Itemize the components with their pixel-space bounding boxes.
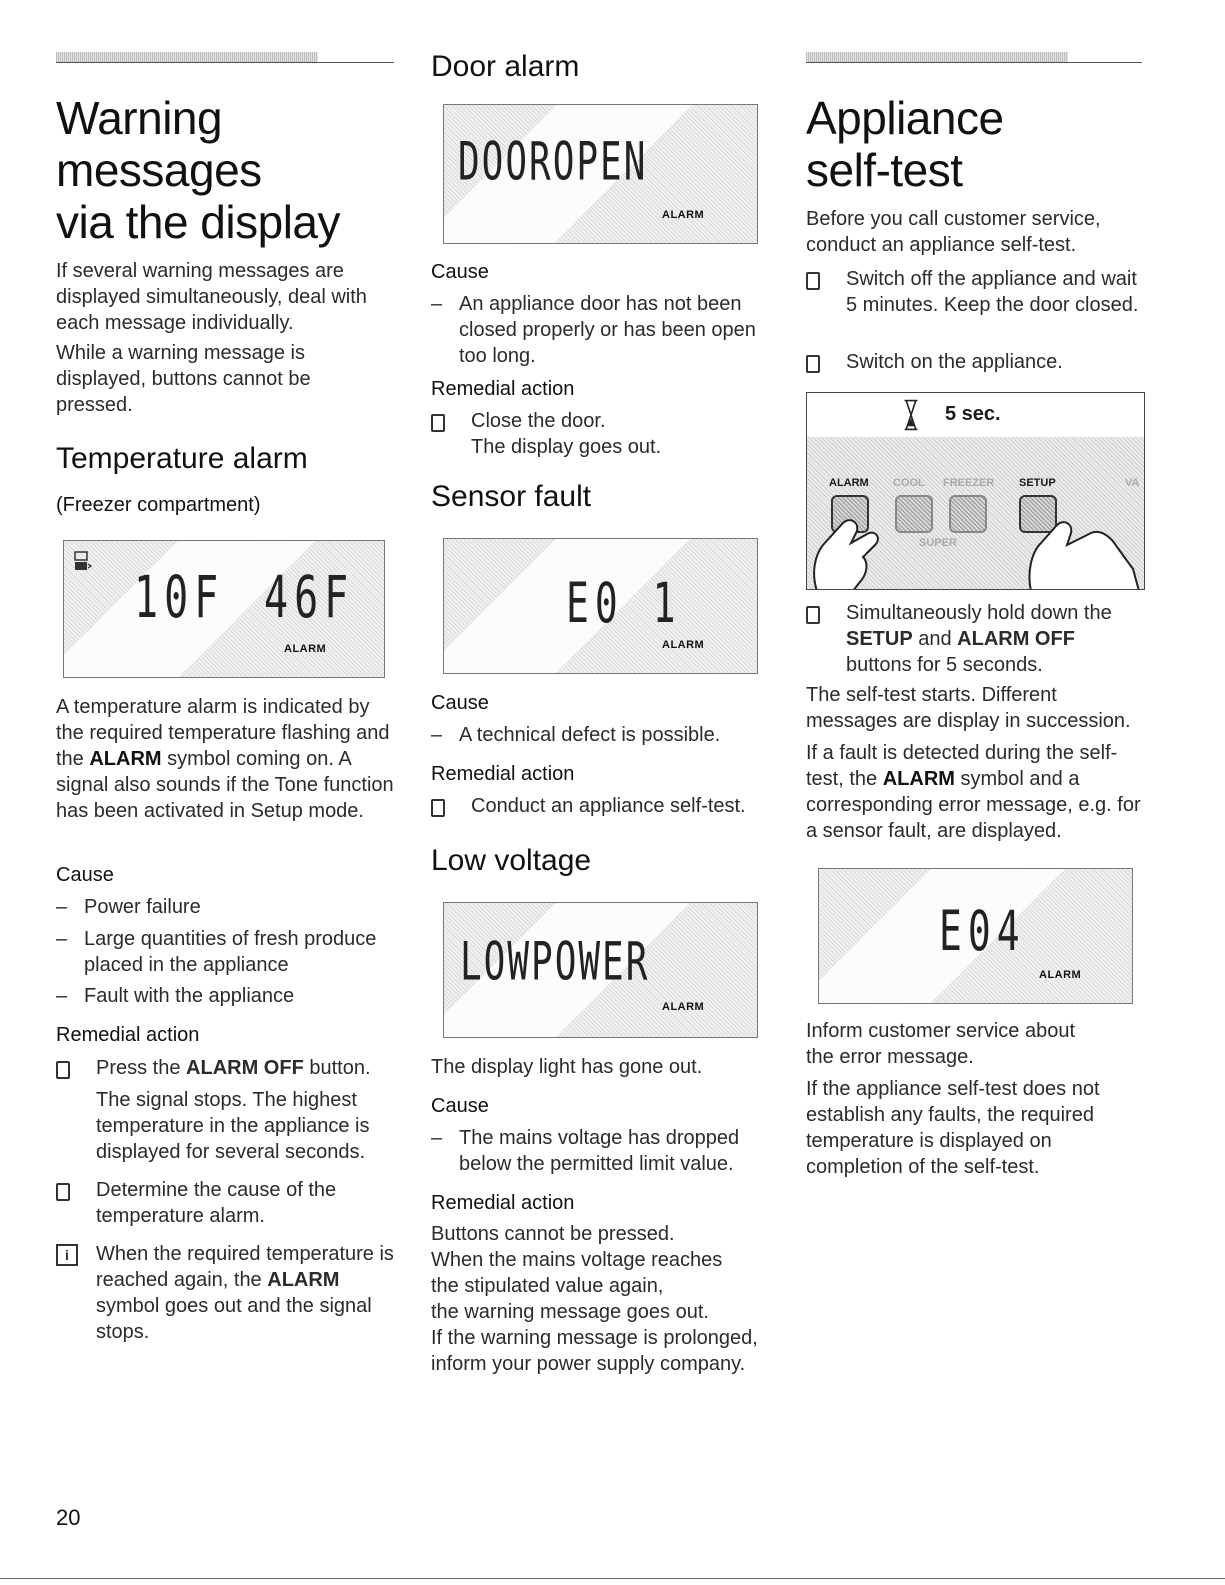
freezer-subheading: (Freezer compartment): [56, 494, 261, 516]
setup-button-label: SETUP: [1019, 477, 1056, 489]
self-test-step: Switch off the appliance and wait 5 minutes. Keep the door closed.: [806, 266, 1151, 344]
sensor-cause-item: – A technical defect is possible.: [431, 724, 721, 746]
page-title: Warning messages via the display: [56, 92, 340, 248]
hold-time-label: 5 sec.: [945, 403, 1001, 425]
remedial-step-detail: The signal stops. The highest temperature in the appliance is displayed for several seconds.: [96, 1089, 370, 1163]
intro-paragraph-1: If several warning messages are displayed simultaneously, deal with each message individually.: [56, 260, 367, 334]
top-rule-right: [806, 52, 1142, 64]
checkbox-bullet-icon: [431, 799, 445, 817]
cause-item: – Fault with the appliance: [56, 985, 295, 1007]
self-test-start-text: The self-test starts. Different messages are display in succession.: [806, 684, 1131, 732]
remedial-step: Determine the cause of the temperature alarm.: [56, 1177, 396, 1229]
info-note: i When the required temperature is reached again, the ALARM symbol goes out and the signal stops.: [56, 1241, 396, 1345]
low-voltage-display: [443, 902, 758, 1038]
freezer-button: [949, 495, 987, 533]
self-test-step: Switch on the appliance.: [806, 349, 1151, 375]
low-cause-label: Cause: [431, 1095, 489, 1117]
freezer-icon: [74, 551, 92, 571]
alarm-symbol: ALARM: [662, 209, 705, 221]
hourglass-icon: [903, 397, 919, 433]
sensor-display-text: E0 1: [566, 571, 682, 635]
door-remedial-label: Remedial action: [431, 378, 575, 400]
alarm-symbol: ALARM: [662, 639, 705, 651]
cool-button-label: COOL: [893, 477, 925, 489]
alarm-symbol: ALARM: [284, 643, 327, 655]
checkbox-bullet-icon: [431, 414, 445, 432]
intro-paragraph-2: While a warning message is displayed, buttons cannot be pressed.: [56, 342, 311, 416]
cool-button: [895, 495, 933, 533]
top-rule-left: [56, 52, 394, 64]
display-left-value: 10F: [134, 565, 225, 632]
vacation-button-label: VA: [1125, 477, 1140, 489]
low-voltage-heading: Low voltage: [431, 844, 592, 877]
checkbox-bullet-icon: [56, 1061, 70, 1079]
self-test-step: Simultaneously hold down the SETUP and ALARM OFF buttons for 5 seconds.: [806, 600, 1151, 678]
info-icon: i: [56, 1244, 78, 1266]
low-voltage-description: The display light has gone out.: [431, 1056, 703, 1078]
door-cause-label: Cause: [431, 261, 489, 283]
remedial-step: Press the ALARM OFF button.: [56, 1055, 396, 1081]
door-alarm-heading: Door alarm: [431, 50, 580, 83]
display-right-value: 46F: [264, 565, 355, 632]
temperature-alarm-display: [63, 540, 385, 678]
self-test-intro: Before you call customer service, conduct an appliance self-test.: [806, 208, 1101, 256]
checkbox-bullet-icon: [806, 355, 820, 373]
low-remedial-text: Buttons cannot be pressed. When the mains voltage reaches the stipulated value again, the warning message goes out. If the warning message is prolonged, inform your power supply company.: [431, 1223, 758, 1375]
low-remedial-label: Remedial action: [431, 1192, 575, 1214]
checkbox-bullet-icon: [806, 272, 820, 290]
temperature-alarm-description: A temperature alarm is indicated by the required temperature flashing and the ALARM symbol coming on. A signal also sounds if the Tone function has been activated in Setup mode.: [56, 696, 394, 822]
inform-service-text: Inform customer service about the error message.: [806, 1020, 1075, 1068]
alarm-symbol: ALARM: [1039, 969, 1082, 981]
fault-detected-text: If a fault is detected during the self-test, the ALARM symbol and a corresponding error message, e.g. for a sensor fault, are displayed.: [806, 742, 1141, 842]
sensor-remedial-label: Remedial action: [431, 763, 575, 785]
page-number: 20: [56, 1505, 81, 1530]
checkbox-bullet-icon: [56, 1183, 70, 1201]
super-button-label: SUPER: [919, 537, 957, 549]
no-fault-text: If the appliance self-test does not establish any faults, the required temperature is displayed on completion of the self-test.: [806, 1078, 1100, 1178]
door-display-text: DOOROPEN: [458, 133, 648, 193]
temperature-alarm-heading: Temperature alarm: [56, 442, 308, 475]
sensor-remedial-step: Conduct an appliance self-test.: [431, 793, 771, 819]
sensor-fault-display: [443, 538, 758, 674]
freezer-button-label: FREEZER: [943, 477, 995, 489]
self-test-button-figure: [806, 392, 1145, 590]
error-code-display: [818, 868, 1133, 1004]
cause-item: – Power failure: [56, 896, 201, 918]
door-cause-item: – An appliance door has not been closed properly or has been open too long.: [431, 293, 756, 367]
hand-right-icon: [1021, 503, 1141, 590]
low-cause-item: – The mains voltage has dropped below the permitted limit value.: [431, 1127, 740, 1175]
checkbox-bullet-icon: [806, 606, 820, 624]
hand-left-icon: [807, 503, 887, 590]
alarm-button-label: ALARM: [829, 477, 869, 489]
self-test-title: Appliance self-test: [806, 92, 1004, 196]
low-voltage-display-text: LOWPOWER: [460, 933, 650, 993]
alarm-symbol: ALARM: [662, 1001, 705, 1013]
door-alarm-display: [443, 104, 758, 244]
cause-label: Cause: [56, 864, 114, 886]
sensor-cause-label: Cause: [431, 692, 489, 714]
error-code-text: E04: [939, 899, 1026, 963]
sensor-fault-heading: Sensor fault: [431, 480, 592, 513]
remedial-action-label: Remedial action: [56, 1024, 200, 1046]
door-remedial-step: Close the door. The display goes out.: [431, 408, 771, 460]
bottom-rule: [0, 1578, 1225, 1579]
cause-item: – Large quantities of fresh produce placed in the appliance: [56, 928, 377, 976]
